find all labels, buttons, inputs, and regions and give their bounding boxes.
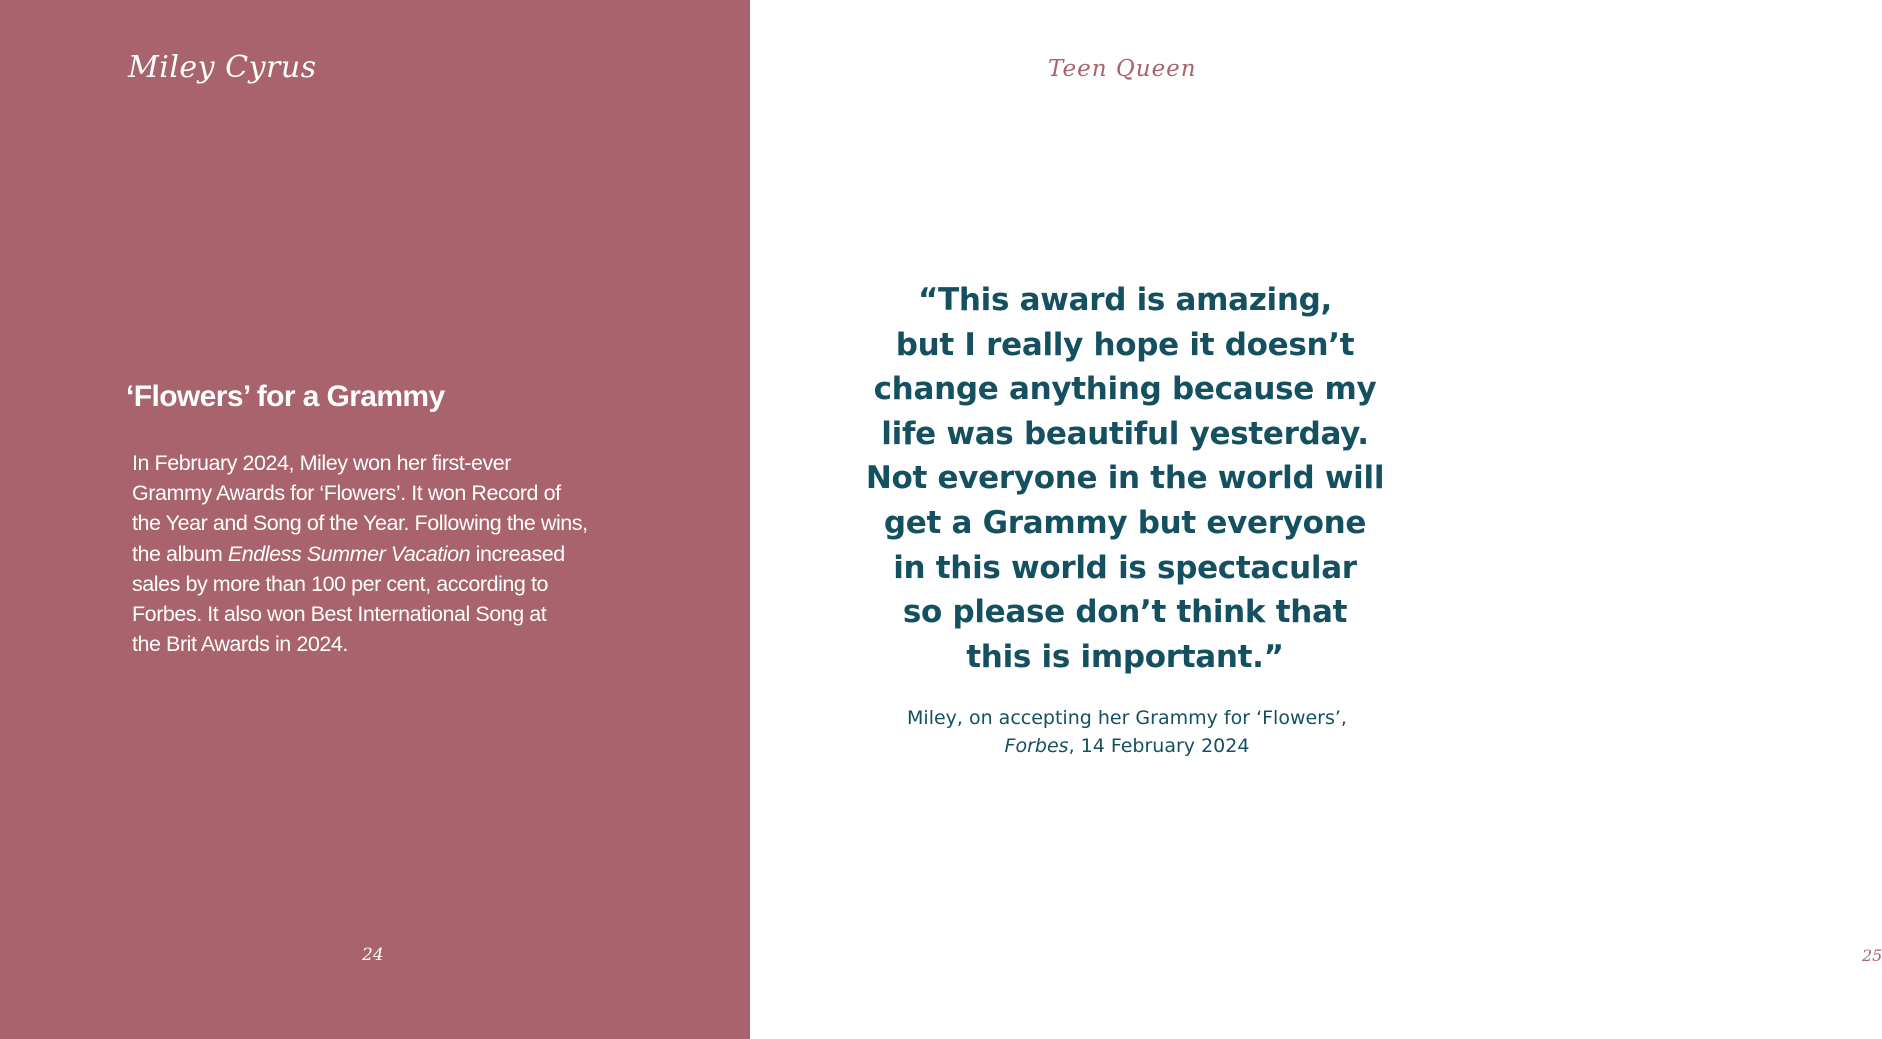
body-line: In February 2024, Miley won her first-ever [132,451,512,475]
quote-line: but I really hope it doesn’t [895,326,1355,363]
quote-line: “This award is amazing, [917,282,1333,318]
attribution-line: Miley, on accepting her Grammy for ‘Flowers’, [907,707,1347,729]
quote-line: change anything because my [873,371,1377,408]
album-title: Endless Summer Vacation [227,541,471,566]
quote-attribution [750,704,1504,760]
body-text-fragment: the album [132,541,228,566]
page-number-left: 24 [362,945,384,965]
quote-line: this is important.” [966,638,1284,675]
body-line [132,539,632,569]
body-text-fragment: increased [470,541,565,566]
body-line: sales by more than 100 per cent, according to [132,571,548,596]
page-number-right: 25 [1862,946,1882,965]
left-page [0,0,750,1039]
running-head-left: Miley Cyrus [128,50,317,85]
quote-line: Not everyone in the world will [865,460,1385,497]
quote-line: get a Grammy but everyone [883,504,1367,541]
pull-quote [750,278,1500,679]
quote-line: in this world is spectacular [893,549,1357,586]
quote-line: life was beautiful yesterday. [881,415,1369,452]
running-head-right: Teen Queen [1048,56,1197,82]
body-line: Grammy Awards for ‘Flowers’. It won Record of [132,481,561,506]
body-line: the Year and Song of the Year. Following the wins, [132,511,588,536]
attribution-date: , 14 February 2024 [1068,735,1250,757]
attribution-source-line [750,732,1504,760]
quote-line: so please don’t think that [902,594,1348,631]
body-paragraph [132,448,632,659]
body-line: the Brit Awards in 2024. [132,632,348,657]
section-title: ‘Flowers’ for a Grammy [126,380,445,413]
attribution-source: Forbes [1004,735,1069,757]
body-line: Forbes. It also won Best International Song at [132,602,547,627]
